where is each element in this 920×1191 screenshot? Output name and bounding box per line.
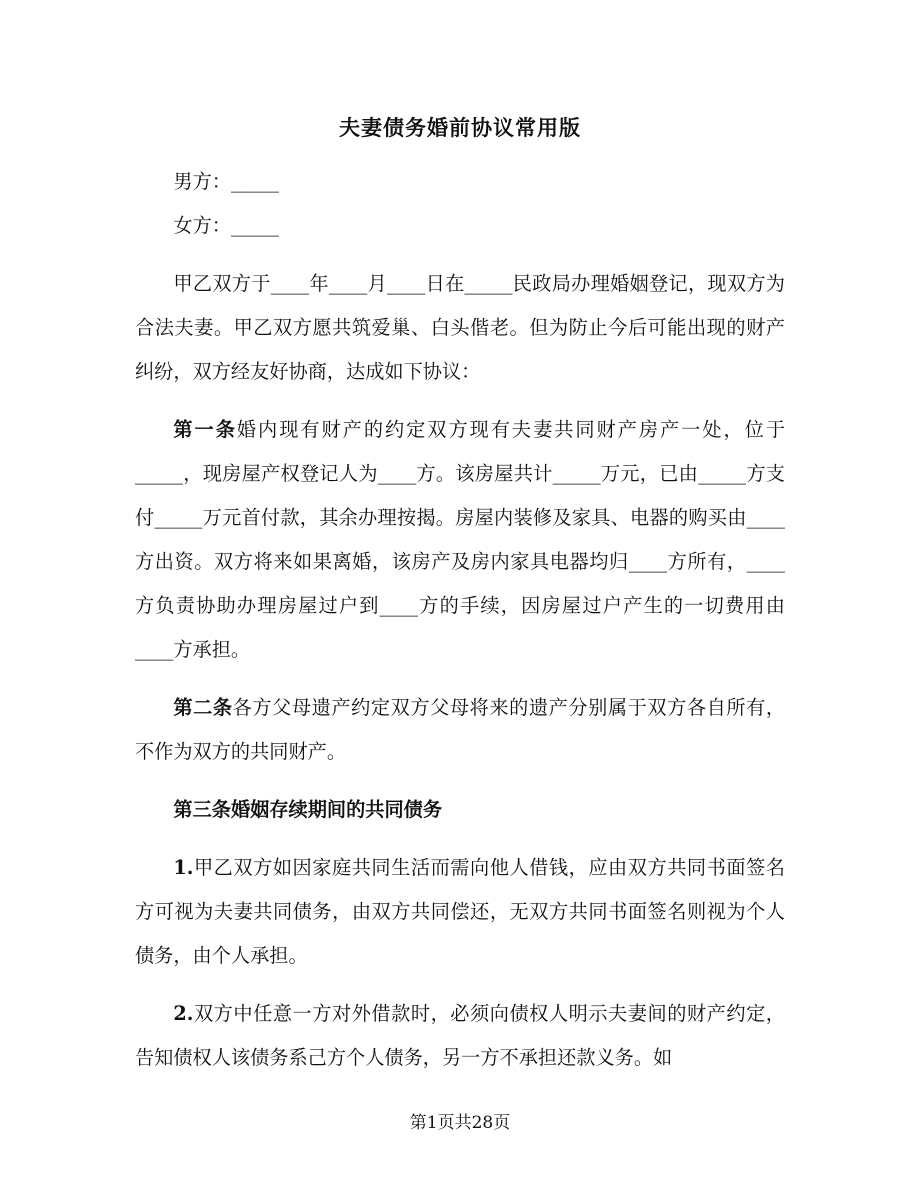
article-1-paragraph [135,408,785,672]
clause-1-text: 甲乙双方如因家庭共同生活而需向他人借钱，应由双方共同书面签名方可视为夫妻共同债务，由双方共同偿还，无双方共同书面签名则视为个人债务，由个人承担。 [135,856,785,967]
article-2-paragraph [135,686,785,774]
clause-2-paragraph [135,992,785,1080]
clause-2-text: 双方中任意一方对外借款时，必须向债权人明示夫妻间的财产约定，告知债权人该债务系己方个人债务，另一方不承担还款义务。如 [135,1002,785,1069]
intro-paragraph: 甲乙双方于____年____月____日在_____民政局办理婚姻登记，现双方为合法夫妻。甲乙双方愿共筑爱巢、白头偕老。但为防止今后可能出现的财产纠纷，双方经友好协商，达成如下协议： [135,272,785,383]
male-party-line: 男方：_____ [173,170,279,193]
article-1-text: 婚内现有财产的约定双方现有夫妻共同财产房产一处，位于_____，现房屋产权登记人为____方。该房屋共计_____万元，已由_____方支付_____万元首付款，其余办理按揭。房屋内装修及家具、电器的购买由____方出资。双方将来如果离婚，该房产及房内家具电器均归____方所有，____方负责协助办理房屋过户到____方的手续，因房屋过户产生的一切费用由____方承担。 [135,418,786,661]
article-2-heading: 第二条 [173,696,233,719]
article-3-heading: 第三条婚姻存续期间的共同债务 [173,798,443,821]
article-2-text: 各方父母遗产约定双方父母将来的遗产分别属于双方各自所有，不作为双方的共同财产。 [135,696,786,763]
clause-1-number: 1. [173,856,194,879]
page-footer: 第1页共28页 [409,1113,511,1133]
clause-1-paragraph [135,846,785,978]
article-1-heading: 第一条 [173,418,237,441]
female-party-line: 女方：_____ [173,214,279,237]
clause-2-number: 2. [173,1002,194,1025]
document-title: 夫妻债务婚前协议常用版 [339,115,581,140]
document-body [135,160,785,1080]
